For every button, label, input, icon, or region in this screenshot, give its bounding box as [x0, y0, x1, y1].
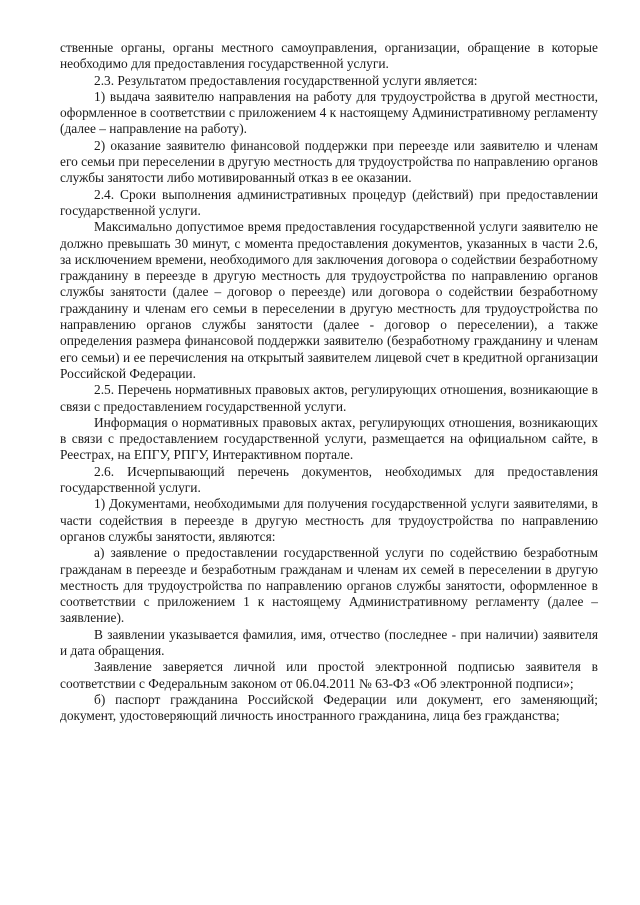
paragraph-2-3: 2.3. Результатом предоставления государственной услуги является: — [94, 72, 478, 88]
document-body — [60, 40, 598, 724]
paragraph-application-fields: В заявлении указывается фамилия, имя, отчество (последнее - при наличии) заявителя и дата обращения. — [60, 626, 598, 658]
paragraph-2-6-item-b: б) паспорт гражданина Российской Федерации или документ, его заменяющий; документ, удостоверяющий личность иностранного гражданина, лица без гражданства; — [60, 691, 598, 724]
paragraph-2-4-body: Максимально допустимое время предоставления государственной услуги заявителю не должно превышать 30 минут, с момента предоставления документов, указанных в части 2.6, за исключением времени, необходимого для заключения договора о содействии безработному гражданину в переезде в другую местность для трудоустройства по направлению органов службы занятости (далее – договор о переезде) или договора о содействии безработному гражданину и членам его семьи в переселении в другую местность для трудоустройства по направлению органов службы занятости (далее - договор о переселении), а также определения размера финансовой поддержки заявителю (безработному гражданину и членам его семьи) и ее перечисления на открытый заявителем лицевой счет в кредитной организации Российской Федерации. — [60, 219, 598, 381]
paragraph-2-5: 2.5. Перечень нормативных правовых актов, регулирующих отношения, возникающие в связи с предоставлением государственной услуги. — [60, 382, 598, 414]
paragraph-continuation: ственные органы, органы местного самоуправления, организации, обращение в которые необходимо для предоставления государственной услуги. — [60, 40, 598, 72]
paragraph-2-6: 2.6. Исчерпывающий перечень документов, необходимых для предоставления государственной услуги. — [60, 463, 598, 496]
paragraph-application-signature: Заявление заверяется личной или простой электронной подписью заявителя в соответствии с Федеральным законом от 06.04.2011 № 63-ФЗ «Об электронной подписи»; — [60, 659, 598, 691]
paragraph-2-4: 2.4. Сроки выполнения административных процедур (действий) при предоставлении государственной услуги. — [60, 186, 598, 218]
paragraph-2-3-item-1: 1) выдача заявителю направления на работу для трудоустройства в другой местности, оформленное в соответствии с приложением 4 к настоящему Административному регламенту (далее – направление на работу). — [60, 88, 598, 137]
paragraph-2-6-item-a: а) заявление о предоставлении государственной услуги по содействию безработным гражданам в переезде и безработным гражданам и членам их семей в переселении в другую местность для трудоустройства по направлению органов службы занятости, оформленное в соответствии с приложением 1 к настоящему Административному регламенту (далее – заявление). — [60, 545, 598, 626]
paragraph-2-6-item-1: 1) Документами, необходимыми для получения государственной услуги заявителями, в части содействия в переезде в другую местность для трудоустройства по направлению органов службы занятости, являются: — [60, 496, 598, 544]
paragraph-2-5-body: Информация о нормативных правовых актах, регулирующих отношения, возникающих в связи с предоставлением государственной услуги, размещается на официальном сайте, в Реестрах, на ЕПГУ, РПГУ, Интерактивном портале. — [60, 414, 598, 463]
paragraph-2-3-item-2: 2) оказание заявителю финансовой поддержки при переезде или заявителю и членам его семьи при переселении в другую местность для трудоустройства по направлению органов службы занятости либо мотивированный отказ в ее оказании. — [60, 137, 598, 186]
